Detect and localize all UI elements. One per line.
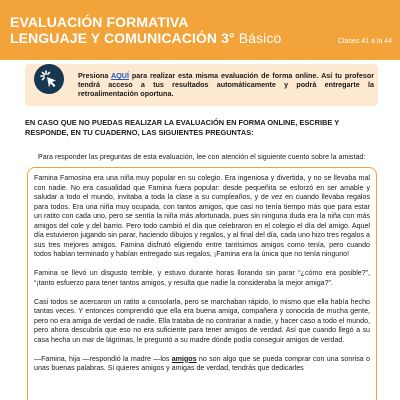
promo-text [78, 71, 374, 99]
cursor-click-icon [34, 64, 64, 94]
story-p4-end: no son algo que se pueda comprar con una sonrisa o unas buenas palabras. Si quieres amigos y amigas de verdad, tendrás que dedicarles [34, 354, 370, 372]
promo-text-start: Presiona [78, 71, 112, 80]
online-evaluation-link[interactable]: AQUÍ [111, 71, 129, 80]
title-subject: LENGUAJE Y COMUNICACIÓN 3° [10, 30, 235, 46]
instructions-heading: EN CASO QUE NO PUEDAS REALIZAR LA EVALUACIÓN EN FORMA ONLINE, ESCRIBE Y RESPONDE, EN TU CUADERNO, LAS SIGUIENTES PREGUNTAS: [25, 118, 339, 137]
title-level: Básico [238, 30, 282, 46]
story-paragraph-2: Famina se llevó un disgusto terrible, y estuvo durante horas llorando sin parar “¿cómo era posible?”, “¡tanto esfuerzo para tener tantos amigos, y resulta que nadie la consideraba la mejor amiga?”. [34, 269, 370, 287]
class-range: Clases 41 a la 44 [337, 38, 392, 45]
promo-text-end: para realizar esta misma evaluación de forma online. Así tu profesor tendrá acceso a tus resultados automáticamente y podrá entregarte la retroalimentación oportuna. [78, 71, 375, 99]
title-line-1: EVALUACIÓN FORMATIVA [10, 14, 189, 30]
story-paragraph-3: Casi todos se acercaron un ratito a consolarla, pero se marchaban rápido, lo mismo que ella había hecho tantas veces. Y entonces comprendió que ella era buena amiga, compañera y conocida de mucha gente, pero no era amiga de verdad de nadie. Ella trataba de no contrariar a nadie, y hacer caso a todo el mundo, pero ahora descubría que eso no era suficiente para tener amigos de verdad. Así que cuando llegó a su casa hecha un mar de lágrimas, le preguntó a su madre dónde podía conseguir amigos de verdad. [34, 297, 370, 344]
story-paragraph-1: Famina Famosina era una niña muy popular en su colegio. Era ingeniosa y divertida, y no se llevaba mal con nadie. No era casualidad que Famina fuera popular: desde pequeñita se esforzó en ser amable y saludar a todo el mundo, invitaba a toda la clase a su cumpleaños, y de vez en cuando llevaba regalos para todos. Era una niña muy ocupada, con tantos amigos, que casi no tenía tiempo más que para estar un ratito con cada uno, pero se sentía la niña más afortunada, pues sin ninguna duda era la niña con más amigos del cole y del barrio. Pero todo cambió el día que celebraron en el colegio el día del amigo. Aquel día estuvieron jugando sin parar, haciendo dibujos y regalos, y al final del día, cada uno hizo tres regalos a sus tres mejores amigos. Famina disfrutó eligiendo entre tantísimos amigos como tenía, pero cuando todos habían terminado y habían entregado sus regalos, ¡Famina era la única que no tenía ninguno! [34, 174, 370, 258]
story-text [34, 174, 370, 383]
intro-text: Para responder las preguntas de esta evaluación, lee con atención el siguiente cuento sobre la amistad: [38, 153, 366, 161]
story-paragraph-4 [34, 355, 370, 374]
page-title [10, 14, 281, 46]
story-keyword-amigos: amigos [171, 354, 197, 363]
title-line-2 [10, 30, 281, 46]
story-p4-start: —Famina, hija —respondió la madre —los [34, 354, 172, 363]
